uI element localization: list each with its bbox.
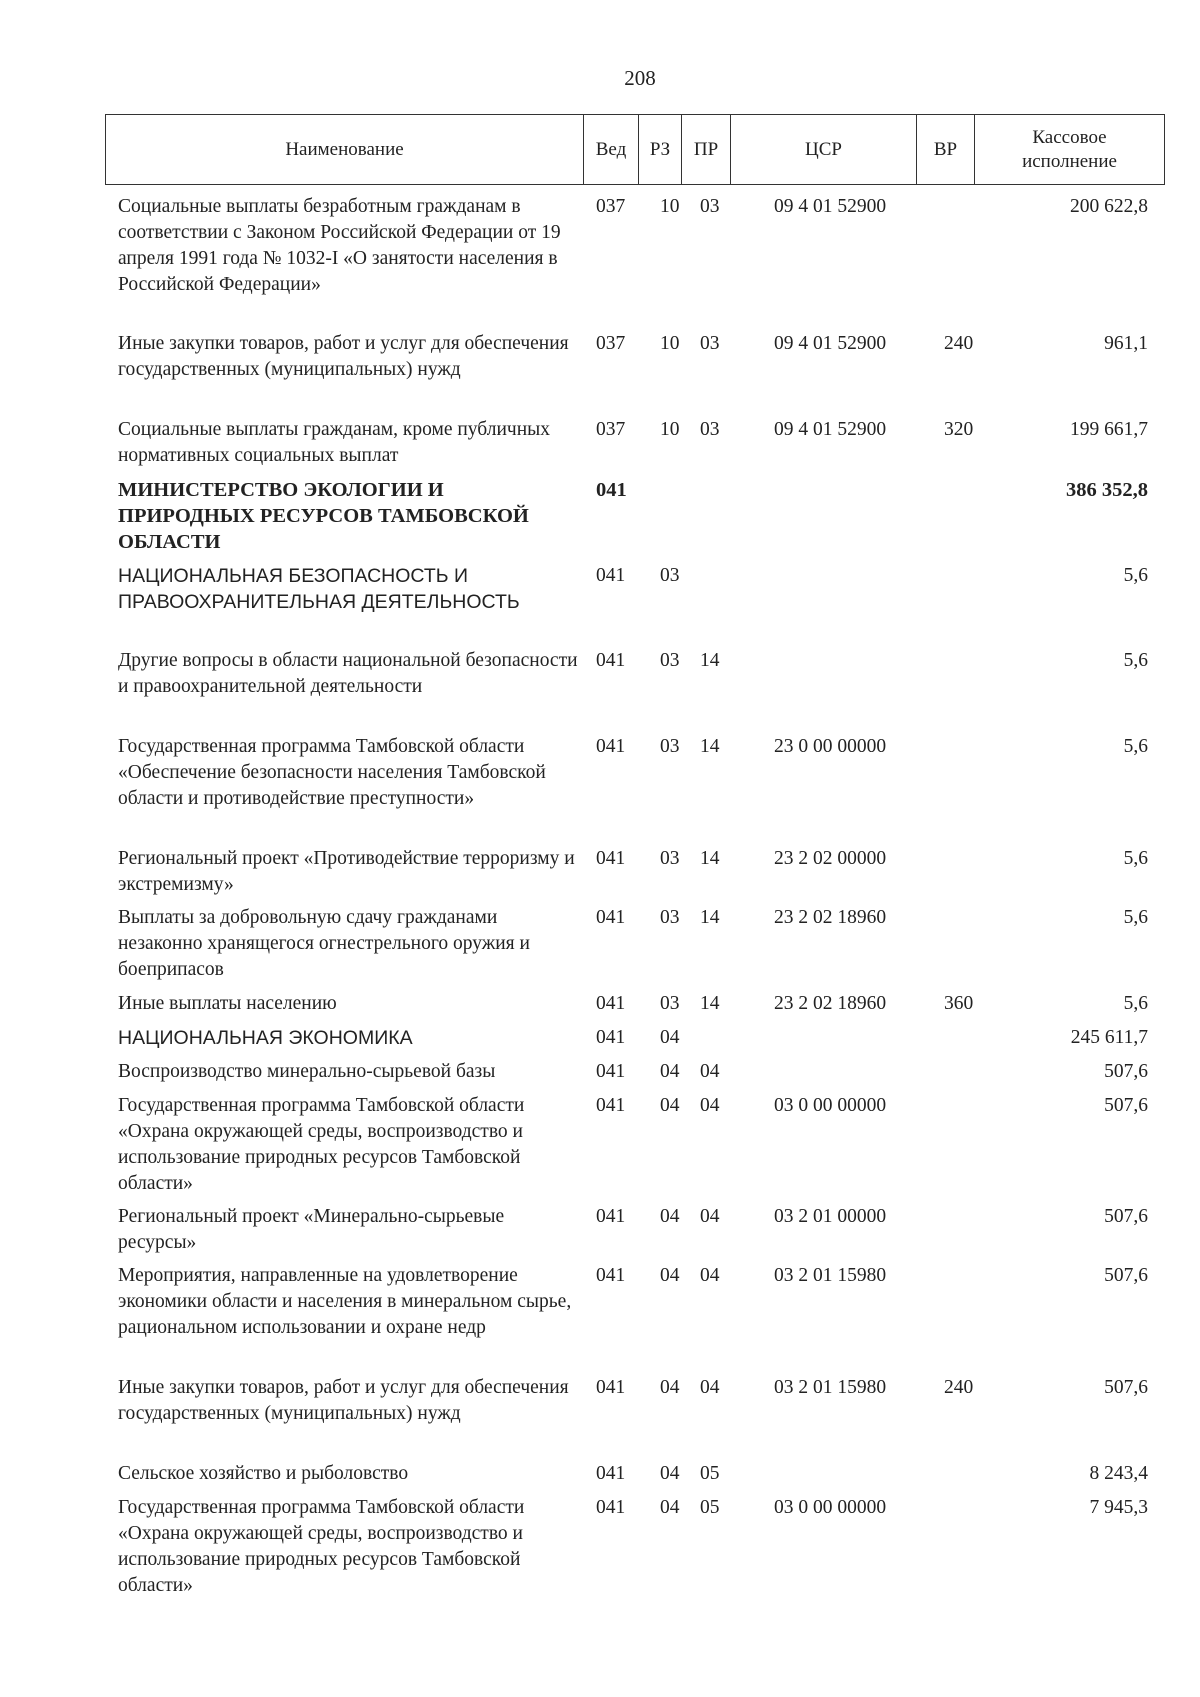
row-ved: 041: [596, 1206, 626, 1227]
row-pr: 03: [700, 196, 720, 217]
row-vr: 360: [944, 993, 974, 1014]
header-pr: ПР: [681, 115, 730, 184]
row-rz: 04: [660, 1206, 680, 1227]
row-csr: 03 0 00 00000: [774, 1095, 887, 1116]
row-name: Социальные выплаты безработным гражданам в соответствии с Законом Российской Федерации от 19 апреля 1991 года № 1032-I «О занятости населения в Российской Федерации»: [118, 196, 561, 295]
row-ved: 041: [596, 1377, 626, 1398]
header-rz: РЗ: [638, 115, 681, 184]
row-vr: 240: [944, 333, 974, 354]
row-csr: 23 0 00 00000: [774, 736, 887, 757]
row-name: Государственная программа Тамбовской области «Обеспечение безопасности населения Тамбовской области и противодействие преступности»: [118, 736, 546, 809]
row-amount: 961,1: [1104, 333, 1148, 354]
row-csr: 09 4 01 52900: [774, 419, 887, 440]
row-rz: 03: [660, 993, 680, 1014]
row-amount: 5,6: [1123, 907, 1148, 928]
row-name: Социальные выплаты гражданам, кроме публичных нормативных социальных выплат: [118, 419, 550, 466]
row-rz: 10: [660, 333, 680, 354]
row-rz: 03: [660, 565, 680, 586]
row-pr: 14: [700, 907, 720, 928]
row-csr: 03 2 01 15980: [774, 1377, 887, 1398]
row-pr: 14: [700, 848, 720, 869]
row-ved: 037: [596, 333, 626, 354]
row-name: Выплаты за добровольную сдачу гражданами незаконно хранящегося огнестрельного оружия и боеприпасов: [118, 907, 530, 980]
row-csr: 23 2 02 18960: [774, 907, 887, 928]
row-ved: 041: [596, 1027, 626, 1048]
row-csr: 23 2 02 00000: [774, 848, 887, 869]
header-csr: ЦСР: [730, 115, 916, 184]
row-amount: 7 945,3: [1089, 1497, 1148, 1518]
header-amount: [974, 115, 1164, 184]
row-rz: 10: [660, 196, 680, 217]
header-vr: ВР: [916, 115, 974, 184]
row-amount: 507,6: [1104, 1377, 1148, 1398]
row-pr: 14: [700, 993, 720, 1014]
row-name: Другие вопросы в области национальной безопасности и правоохранительной деятельности: [118, 650, 578, 697]
row-csr: 03 2 01 15980: [774, 1265, 887, 1286]
row-vr: 320: [944, 419, 974, 440]
row-pr: 04: [700, 1265, 720, 1286]
header-amount-line1: Кассовое: [1032, 126, 1107, 148]
row-pr: 04: [700, 1206, 720, 1227]
row-csr: 09 4 01 52900: [774, 333, 887, 354]
row-rz: 03: [660, 907, 680, 928]
row-name: МИНИСТЕРСТВО ЭКОЛОГИИ И ПРИРОДНЫХ РЕСУРСОВ ТАМБОВСКОЙ ОБЛАСТИ: [118, 479, 529, 553]
row-ved: 041: [596, 1265, 626, 1286]
row-amount: 5,6: [1123, 650, 1148, 671]
row-rz: 03: [660, 848, 680, 869]
row-ved: 041: [596, 1463, 626, 1484]
row-ved: 041: [596, 479, 627, 501]
row-name: Сельское хозяйство и рыболовство: [118, 1463, 409, 1484]
row-amount: 8 243,4: [1089, 1463, 1148, 1484]
row-rz: 04: [660, 1095, 680, 1116]
row-pr: 03: [700, 419, 720, 440]
row-rz: 04: [660, 1027, 680, 1048]
row-name: Воспроизводство минерально-сырьевой базы: [118, 1061, 496, 1082]
row-csr: 03 0 00 00000: [774, 1497, 887, 1518]
row-pr: 05: [700, 1497, 720, 1518]
row-name: Региональный проект «Противодействие терроризму и экстремизму»: [118, 848, 575, 895]
row-rz: 10: [660, 419, 680, 440]
row-ved: 041: [596, 736, 626, 757]
row-pr: 14: [700, 650, 720, 671]
row-amount: 199 661,7: [1070, 419, 1148, 440]
row-ved: 037: [596, 419, 626, 440]
row-ved: 037: [596, 196, 626, 217]
row-amount: 5,6: [1123, 736, 1148, 757]
table-header: [105, 114, 1165, 185]
row-name: Государственная программа Тамбовской области «Охрана окружающей среды, воспроизводство и использование природных ресурсов Тамбовской области»: [118, 1497, 525, 1596]
row-amount: 5,6: [1123, 848, 1148, 869]
row-name: Иные закупки товаров, работ и услуг для обеспечения государственных (муниципальных) нужд: [118, 333, 569, 380]
row-rz: 03: [660, 650, 680, 671]
row-pr: 04: [700, 1095, 720, 1116]
row-amount: 507,6: [1104, 1095, 1148, 1116]
row-ved: 041: [596, 907, 626, 928]
row-amount: 200 622,8: [1070, 196, 1148, 217]
row-amount: 245 611,7: [1070, 1027, 1148, 1048]
row-amount: 386 352,8: [1066, 479, 1148, 501]
row-amount: 507,6: [1104, 1061, 1148, 1082]
row-rz: 04: [660, 1265, 680, 1286]
row-rz: 04: [660, 1497, 680, 1518]
row-name: Иные закупки товаров, работ и услуг для обеспечения государственных (муниципальных) нужд: [118, 1377, 569, 1424]
row-csr: 23 2 02 18960: [774, 993, 887, 1014]
page-number: 208: [624, 66, 656, 90]
row-pr: 04: [700, 1061, 720, 1082]
row-amount: 507,6: [1104, 1265, 1148, 1286]
header-ved: Вед: [583, 115, 638, 184]
row-name: НАЦИОНАЛЬНАЯ БЕЗОПАСНОСТЬ И ПРАВООХРАНИТЕЛЬНАЯ ДЕЯТЕЛЬНОСТЬ: [118, 565, 520, 613]
header-amount-line2: исполнение: [1022, 150, 1117, 172]
row-amount: 5,6: [1123, 565, 1148, 586]
row-name: Мероприятия, направленные на удовлетворение экономики области и населения в минеральном сырье, рациональном использовании и охране недр: [118, 1265, 572, 1338]
row-pr: 04: [700, 1377, 720, 1398]
row-csr: 03 2 01 00000: [774, 1206, 887, 1227]
row-name: НАЦИОНАЛЬНАЯ ЭКОНОМИКА: [118, 1027, 413, 1049]
row-rz: 03: [660, 736, 680, 757]
header-name: Наименование: [285, 138, 404, 160]
row-csr: 09 4 01 52900: [774, 196, 887, 217]
row-ved: 041: [596, 565, 626, 586]
row-ved: 041: [596, 993, 626, 1014]
row-pr: 14: [700, 736, 720, 757]
row-name: Иные выплаты населению: [118, 993, 337, 1014]
row-pr: 05: [700, 1463, 720, 1484]
row-ved: 041: [596, 1095, 626, 1116]
row-rz: 04: [660, 1377, 680, 1398]
row-amount: 5,6: [1123, 993, 1148, 1014]
row-ved: 041: [596, 1061, 626, 1082]
row-ved: 041: [596, 650, 626, 671]
row-vr: 240: [944, 1377, 974, 1398]
row-name: Региональный проект «Минерально-сырьевые ресурсы»: [118, 1206, 505, 1253]
row-rz: 04: [660, 1061, 680, 1082]
row-ved: 041: [596, 848, 626, 869]
row-pr: 03: [700, 333, 720, 354]
row-amount: 507,6: [1104, 1206, 1148, 1227]
row-name: Государственная программа Тамбовской области «Охрана окружающей среды, воспроизводство и использование природных ресурсов Тамбовской области»: [118, 1095, 525, 1194]
row-ved: 041: [596, 1497, 626, 1518]
row-rz: 04: [660, 1463, 680, 1484]
